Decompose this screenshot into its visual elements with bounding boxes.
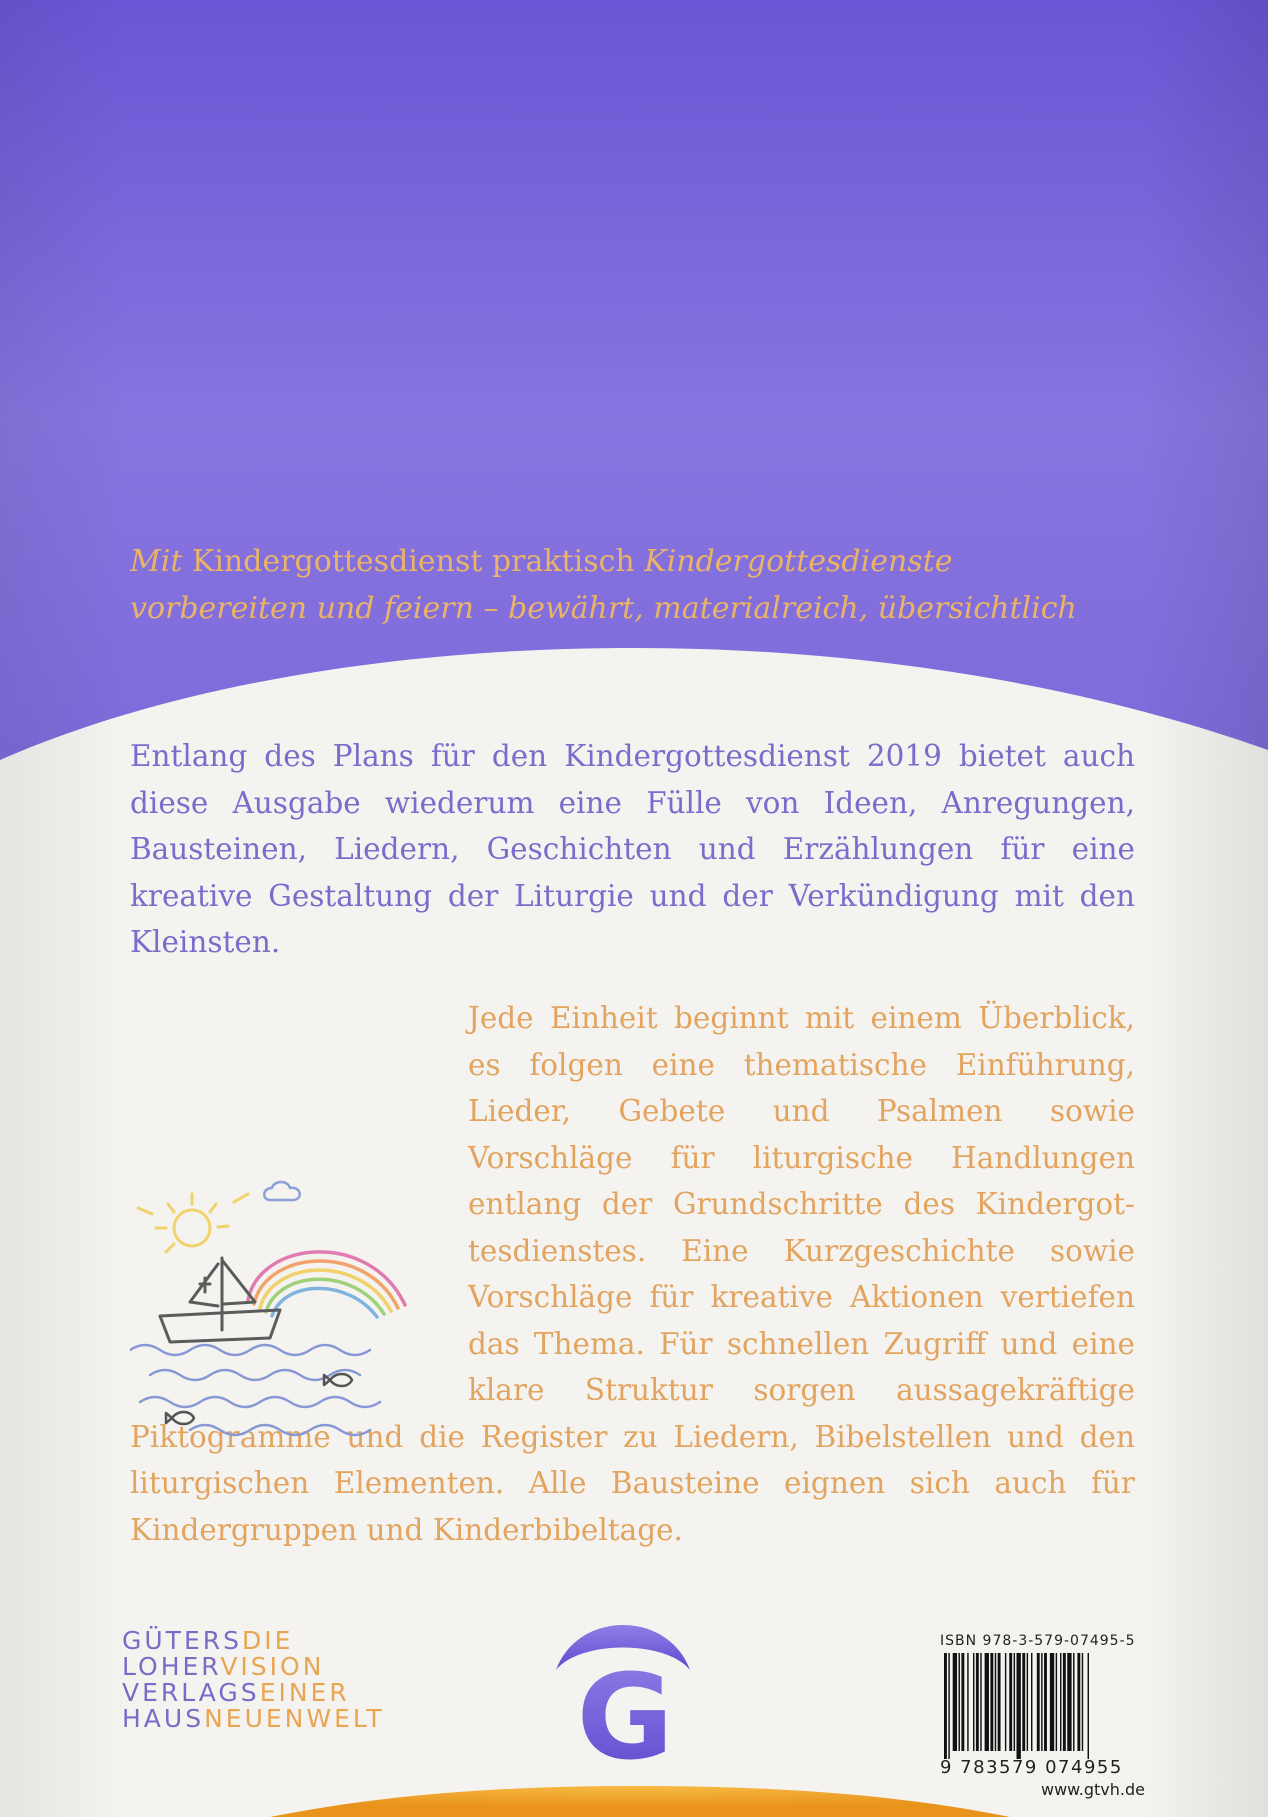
- barcode-bar: [1060, 1653, 1061, 1751]
- publisher-part: GÜTERS: [122, 1626, 242, 1655]
- barcode-bar: [976, 1653, 979, 1751]
- barcode-bar: [1088, 1653, 1089, 1759]
- barcode-bar: [1022, 1653, 1025, 1751]
- barcode-bar: [1005, 1653, 1006, 1751]
- barcode-bar: [967, 1653, 968, 1751]
- publisher-row-3: [122, 1680, 385, 1706]
- barcode-bar: [990, 1653, 993, 1751]
- barcode-bar: [1017, 1653, 1021, 1759]
- barcode-bar: [980, 1653, 981, 1751]
- fish-icon-2: [166, 1412, 194, 1424]
- ean-digits: 9 783579 074955: [940, 1757, 1123, 1778]
- publisher-row-1: [122, 1628, 385, 1654]
- barcode-bar: [1009, 1653, 1012, 1751]
- publisher-part-accent: NEUENWELT: [204, 1704, 385, 1733]
- publisher-part: HAUS: [122, 1704, 205, 1733]
- barcode: [940, 1653, 1145, 1759]
- publisher-g-logo: [548, 1600, 698, 1760]
- isbn-text: ISBN 978-3-579-07495-5: [940, 1633, 1136, 1649]
- tagline-line2: vorbereiten und feiern – bewährt, materialreich, übersichtlich: [130, 591, 1077, 626]
- barcode-bar: [959, 1653, 960, 1751]
- website-url: www.gtvh.de: [1041, 1780, 1145, 1799]
- barcode-bar: [973, 1653, 974, 1751]
- barcode-bar: [1037, 1653, 1040, 1751]
- barcode-bar: [1056, 1653, 1057, 1751]
- detail-paragraph: Jede Einheit beginnt mit einem Überblick, es folgen eine thematische Einführung, Lieder, Gebete und Psalmen sowie Vorschläge für liturgische Handlungen entlang der Grundschritte des Kindergottesdienstes. Eine Kurzgeschichte sowie Vorschläge für kreative Aktionen vertiefen das Thema. Für schnellen Zugriff und eine klare Struktur sorgen aussagekräftige Piktogramme und die Register zu Liedern, Bibelstellen und den liturgischen Elementen. Alle Bausteine eignen sich auch für Kindergruppen und Kinderbibeltage.: [130, 1001, 1135, 1547]
- barcode-bar: [998, 1653, 1001, 1751]
- barcode-bar: [1041, 1653, 1042, 1751]
- barcode-bar: [944, 1653, 947, 1759]
- barcode-bar: [1082, 1653, 1083, 1751]
- publisher-part: VERLAGS: [122, 1678, 260, 1707]
- barcode-bar: [948, 1653, 949, 1759]
- logo-letter: G: [576, 1648, 674, 1760]
- barcode-bar: [953, 1653, 957, 1751]
- publisher-part: LOHER: [122, 1652, 221, 1681]
- barcode-bar: [1063, 1653, 1066, 1751]
- publisher-row-4: [122, 1706, 385, 1732]
- barcode-bar: [1077, 1653, 1080, 1751]
- barcode-bar: [995, 1653, 996, 1751]
- publisher-row-2: [122, 1654, 385, 1680]
- tagline-part1: Mit: [130, 544, 183, 579]
- barcode-bar: [1031, 1653, 1032, 1751]
- boat-rainbow-illustration: [130, 1180, 450, 1450]
- publisher-part-accent: EINER: [259, 1678, 350, 1707]
- sun-icon: [174, 1210, 210, 1246]
- publisher-part-accent: DIE: [241, 1626, 294, 1655]
- barcode-bar: [961, 1653, 964, 1751]
- barcode-bar: [1073, 1653, 1074, 1751]
- barcode-bar: [1044, 1653, 1047, 1751]
- barcode-bar: [1014, 1653, 1015, 1751]
- barcode-bar: [1067, 1653, 1071, 1751]
- rainbow-icon: [248, 1252, 405, 1317]
- barcode-area: [940, 1633, 1145, 1799]
- cloud-icon: [264, 1182, 300, 1200]
- tagline-part2: Kindergottesdienst praktisch: [191, 544, 635, 579]
- tagline: [130, 538, 1190, 632]
- publisher-part-accent: VISION: [220, 1652, 325, 1681]
- publisher-wordmark: [122, 1628, 385, 1732]
- intro-paragraph: Entlang des Plans für den Kindergottesdienst 2019 bietet auch diese Ausgabe wiederum eine Fülle von Ideen, Anregungen, Bausteinen, Liedern, Geschichten und Erzählungen für eine kreative Gestaltung der Liturgie und der Verkündigung mit den Kleinsten.: [130, 739, 1135, 959]
- barcode-bar: [985, 1653, 989, 1751]
- tagline-part3: Kindergottesdienste: [644, 544, 953, 579]
- barcode-bar: [1050, 1653, 1054, 1751]
- barcode-bar: [1027, 1653, 1028, 1751]
